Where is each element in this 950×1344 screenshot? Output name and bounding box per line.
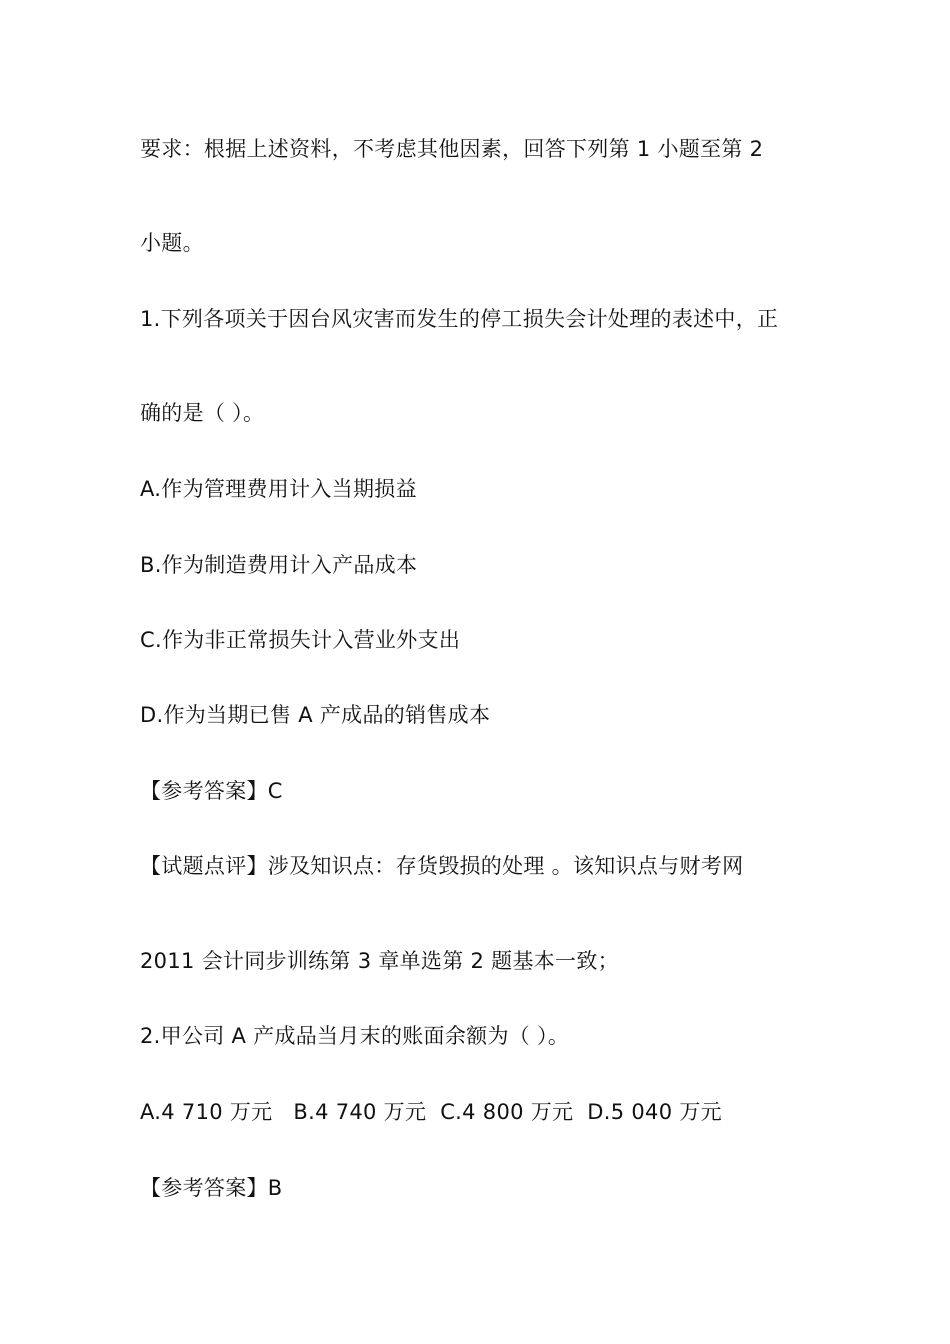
question-1-option-d: D.作为当期已售 A 产成品的销售成本 [140, 703, 491, 727]
question-1-option-c: C.作为非正常损失计入营业外支出 [140, 628, 461, 652]
question-1-comment-line-1: 【试题点评】涉及知识点：存货毁损的处理 。该知识点与财考网 [140, 854, 744, 878]
question-2-answer: 【参考答案】B [140, 1176, 283, 1200]
question-1-line-1: 1.下列各项关于因台风灾害而发生的停工损失会计处理的表述中，正 [140, 307, 779, 331]
question-1-line-2: 确的是（ ）。 [140, 401, 265, 425]
question-1-comment-line-2: 2011 会计同步训练第 3 章单选第 2 题基本一致； [140, 949, 619, 973]
question-1-answer: 【参考答案】C [140, 779, 283, 803]
requirement-line-2: 小题。 [140, 231, 204, 255]
question-2-text: 2.甲公司 A 产成品当月末的账面余额为（ ）。 [140, 1024, 570, 1048]
question-1-option-a: A.作为管理费用计入当期损益 [140, 477, 417, 501]
question-1-option-b: B.作为制造费用计入产品成本 [140, 553, 418, 577]
requirement-line-1: 要求：根据上述资料，不考虑其他因素，回答下列第 1 小题至第 2 [140, 137, 764, 161]
question-2-options: A.4 710 万元 B.4 740 万元 C.4 800 万元 D.5 040 万元 [140, 1100, 722, 1124]
